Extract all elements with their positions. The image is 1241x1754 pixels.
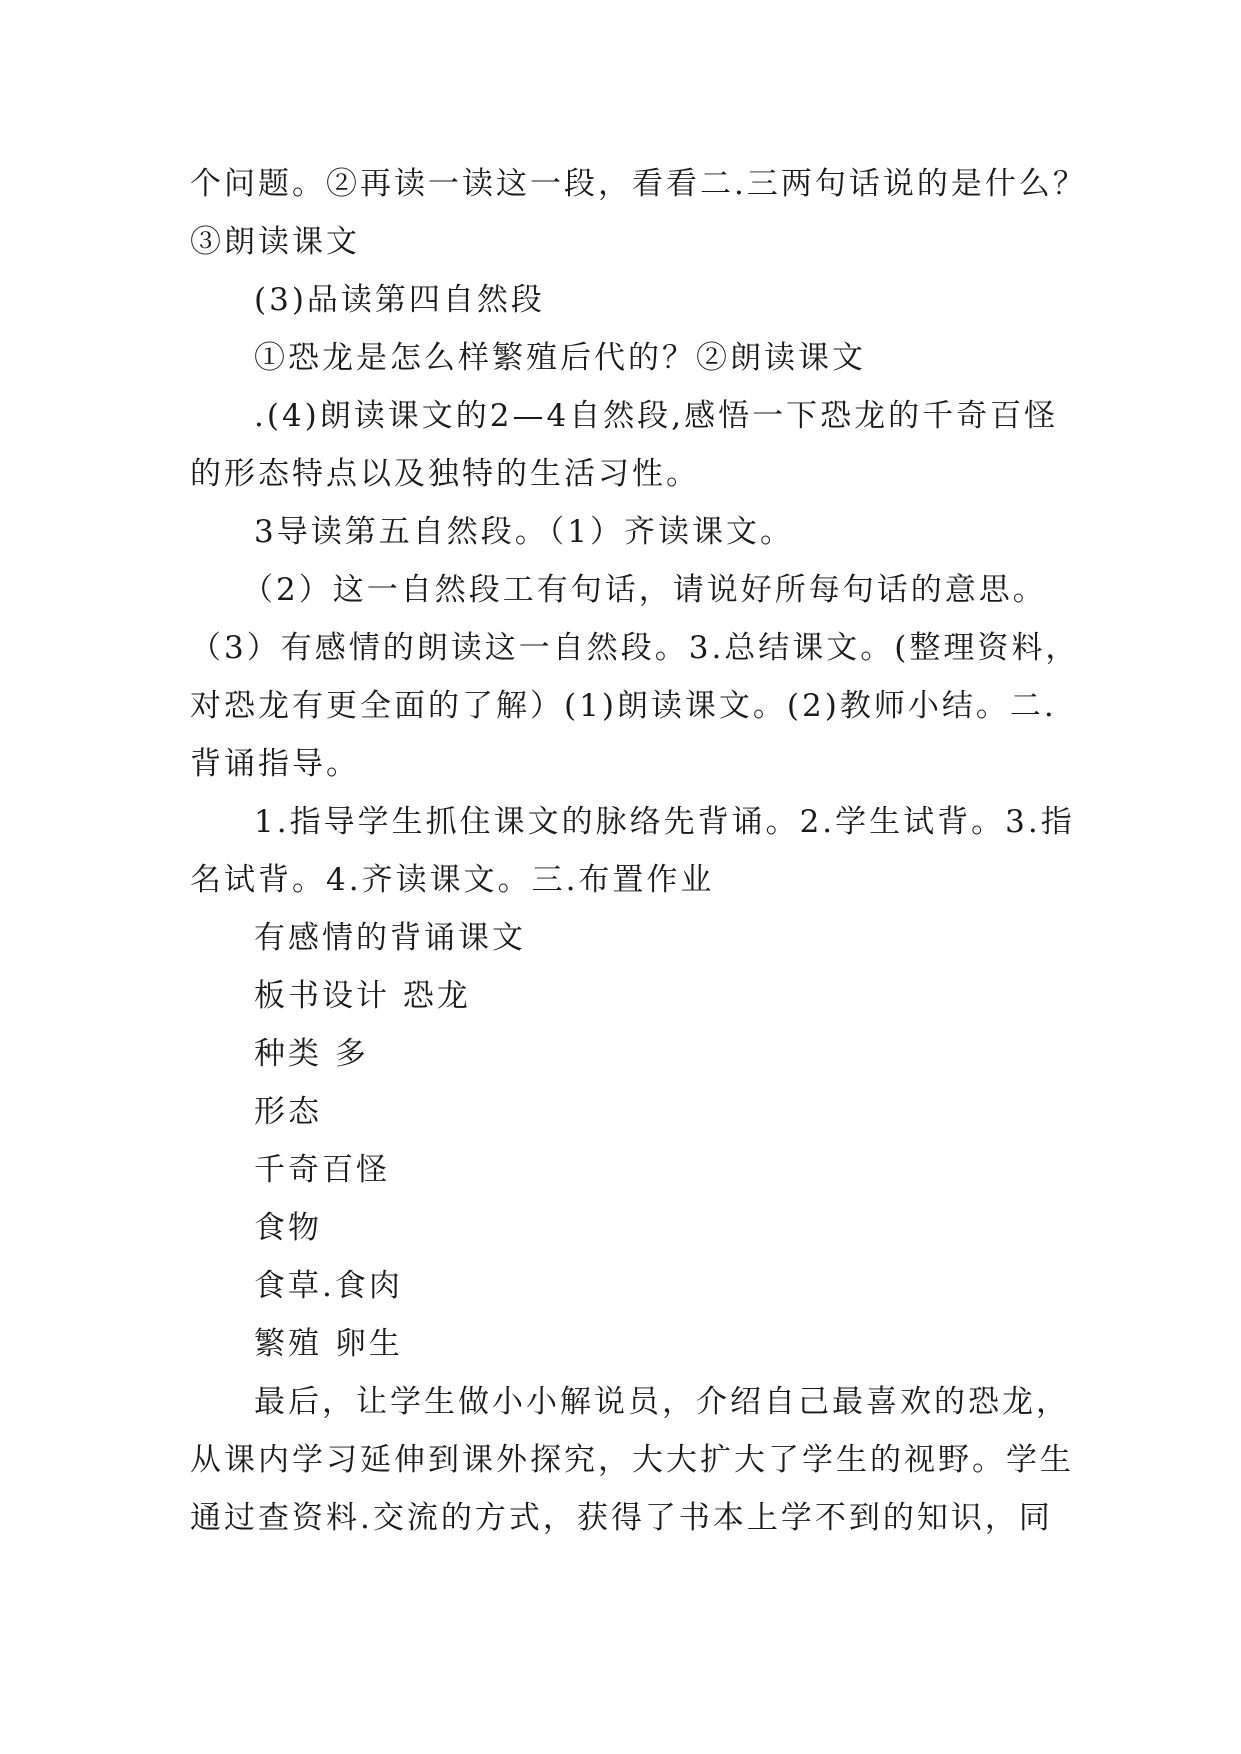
text-line: ③朗读课文 bbox=[190, 224, 360, 260]
text-line: 板书设计 恐龙 bbox=[254, 978, 471, 1014]
text-line: 对恐龙有更全面的了解）(1)朗读课文。(2)教师小结。二. bbox=[190, 688, 1057, 724]
text-line: （3）有感情的朗读这一自然段。3.总结课文。(整理资料， bbox=[190, 630, 1080, 666]
text-line: 繁殖 卵生 bbox=[254, 1326, 403, 1362]
text-line: （2）这一自然段工有句话，请说好所每句话的意思。 bbox=[242, 572, 1047, 608]
text-line: 背诵指导。 bbox=[190, 746, 360, 782]
text-line: 1.指导学生抓住课文的脉络先背诵。2.学生试背。3.指 bbox=[254, 804, 1075, 840]
text-line: 从课内学习延伸到课外探究，大大扩大了学生的视野。学生 bbox=[190, 1442, 1074, 1478]
document-body bbox=[190, 155, 1090, 1547]
text-line: 的形态特点以及独特的生活习性。 bbox=[190, 456, 700, 492]
text-line: ①恐龙是怎么样繁殖后代的？②朗读课文 bbox=[254, 340, 866, 376]
text-line: 名试背。4.齐读课文。三.布置作业 bbox=[190, 862, 715, 898]
text-line: .(4)朗读课文的2—4自然段,感悟一下恐龙的千奇百怪 bbox=[254, 398, 1059, 434]
text-line: 通过查资料.交流的方式，获得了书本上学不到的知识，同 bbox=[190, 1500, 1053, 1536]
text-line: (3)品读第四自然段 bbox=[254, 282, 545, 318]
text-line: 食物 bbox=[254, 1210, 322, 1246]
text-line: 种类 多 bbox=[254, 1036, 369, 1072]
text-line: 千奇百怪 bbox=[254, 1152, 390, 1188]
text-line: 3导读第五自然段。（1）齐读课文。 bbox=[254, 514, 794, 550]
text-line: 有感情的背诵课文 bbox=[254, 920, 526, 956]
text-line: 食草.食肉 bbox=[254, 1268, 403, 1304]
text-line: 最后，让学生做小小解说员，介绍自己最喜欢的恐龙， bbox=[254, 1384, 1070, 1420]
text-line: 个问题。②再读一读这一段，看看二.三两句话说的是什么？ bbox=[190, 166, 1087, 202]
text-line: 形态 bbox=[254, 1094, 322, 1130]
